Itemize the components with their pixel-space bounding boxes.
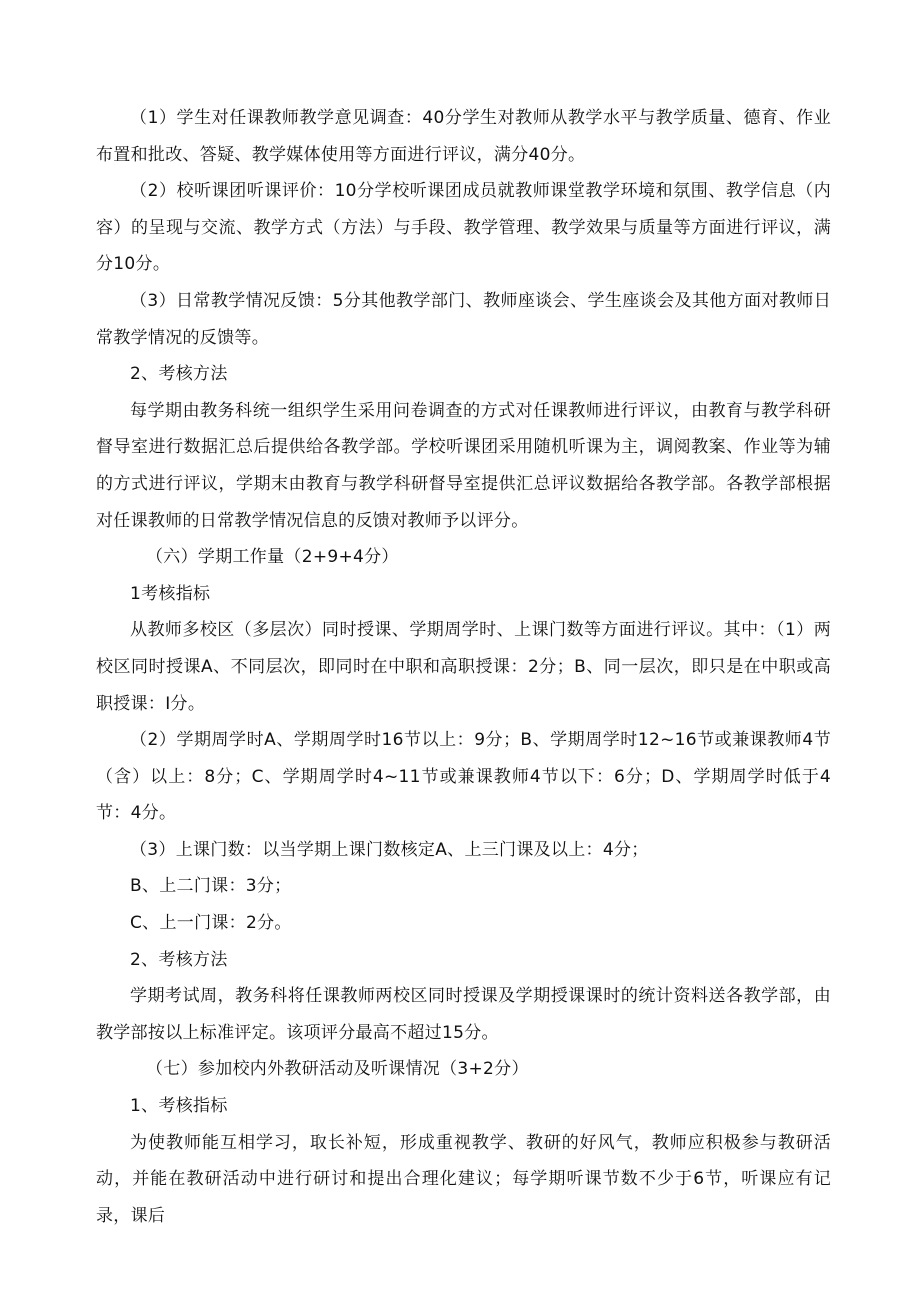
paragraph-assessment-method-2: 学期考试周，教务科将任课教师两校区同时授课及学期授课课时的统计资料送各教学部，由教学部按以上标准评定。该项评分最高不超过15分。 (96, 986, 831, 1043)
heading-assessment-method-2: 2、考核方法 (130, 949, 228, 970)
document-page (96, 100, 831, 1234)
paragraph-student-survey: （1）学生对任课教师教学意见调查：40分学生对教师从教学水平与教学质量、德育、作业布置和批改、答疑、教学媒体使用等方面进行评议，满分40分。 (96, 108, 831, 165)
section-heading-workload: （六）学期工作量（2+9+4分） (146, 547, 399, 568)
paragraph-workload-campuses: 从教师多校区（多层次）同时授课、学期周学时、上课门数等方面进行评议。其中：（1）两校区同时授课A、不同层次，即同时在中职和高职授课：2分；B、同一层次，即只是在中职或高职授课：I分。 (96, 620, 831, 714)
paragraph-assessment-method-1: 每学期由教务科统一组织学生采用问卷调查的方式对任课教师进行评议，由教育与教学科研督导室进行数据汇总后提供给各教学部。学校听课团采用随机听课为主，调阅教案、作业等为辅的方式进行评议，学期末由教育与教学科研督导室提供汇总评议数据给各教学部。各教学部根据对任课教师的日常教学情况信息的反馈对教师予以评分。 (96, 400, 831, 531)
paragraph-course-count-c: C、上一门课：2分。 (130, 913, 292, 934)
heading-indicators-2: 1、考核指标 (130, 1096, 228, 1117)
paragraph-course-count: （3）上课门数：以当学期上课门数核定A、上三门课及以上：4分； (130, 839, 649, 860)
heading-indicators-1: 1考核指标 (130, 583, 211, 604)
paragraph-daily-feedback: （3）日常教学情况反馈：5分其他教学部门、教师座谈会、学生座谈会及其他方面对教师日常教学情况的反馈等。 (96, 290, 831, 348)
paragraph-observation-evaluation: （2）校听课团听课评价：10分学校听课团成员就教师课堂教学环境和氛围、教学信息（内容）的呈现与交流、教学方式（方法）与手段、教学管理、教学效果与质量等方面进行评议，满分10分。 (96, 181, 831, 275)
section-heading-research: （七）参加校内外教研活动及听课情况（3+2分） (146, 1059, 529, 1080)
paragraph-research-activities: 为使教师能互相学习，取长补短，形成重视教学、教研的好风气，教师应积极参与教研活动，并能在教研活动中进行研讨和提出合理化建议；每学期听课节数不少于6节，听课应有记录，课后 (96, 1132, 831, 1226)
paragraph-course-count-b: B、上二门课：3分； (130, 876, 292, 897)
paragraph-weekly-hours: （2）学期周学时A、学期周学时16节以上：9分；B、学期周学时12~16节或兼课教师4节（含）以上：8分；C、学期周学时4~11节或兼课教师4节以下：6分；D、学期周学时低于4节：4分。 (96, 730, 831, 824)
heading-assessment-method-1: 2、考核方法 (130, 364, 228, 385)
